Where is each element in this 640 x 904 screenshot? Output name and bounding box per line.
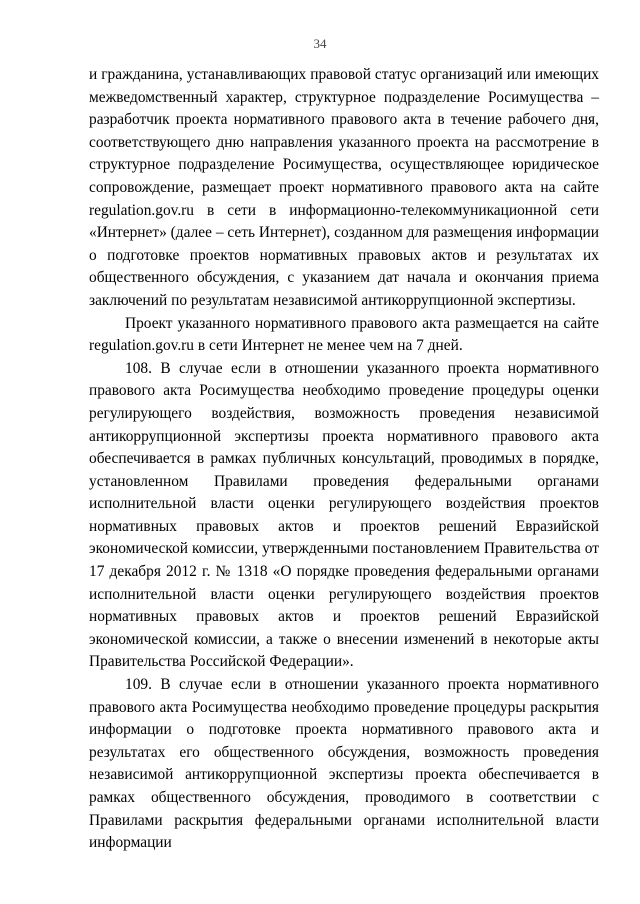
document-body	[89, 64, 599, 855]
paragraph-109: 109. В случае если в отношении указанного проекта нормативного правового акта Росимущества необходимо проведение процедуры раскрытия информации о подготовке проекта нормативного правового акта и результатах его общественного обсуждения, возможность проведения независимой антикоррупционной экспертизы проекта обеспечивается в рамках общественного обсуждения, проводимого в соответствии с Правилами раскрытия федеральными органами исполнительной власти информации	[89, 676, 599, 852]
page-number: 34	[313, 36, 327, 51]
paragraph-108: 108. В случае если в отношении указанного проекта нормативного правового акта Росимущества необходимо проведение процедуры оценки регулирующего воздействия, возможность проведения независимой антикоррупционной экспертизы проекта нормативного правового акта обеспечивается в рамках публичных консультаций, проводимых в порядке, установленном Правилами проведения федеральными органами исполнительной власти оценки регулирующего воздействия проектов нормативных правовых актов и проектов решений Евразийской экономической комиссии, утвержденными постановлением Правительства от 17 декабря 2012 г. № 1318 «О порядке проведения федеральными органами исполнительной власти оценки регулирующего воздействия проектов нормативных правовых актов и проектов решений Евразийской экономической комиссии, а также о внесении изменений в некоторые акты Правительства Российской Федерации».	[89, 359, 599, 671]
paragraph-placement-term: Проект указанного нормативного правового акта размещается на сайте regulation.gov.ru в сети Интернет не менее чем на 7 дней.	[89, 314, 599, 355]
paragraph-continuation: и гражданина, устанавливающих правовой статус организаций или имеющих межведомственный характер, структурное подразделение Росимущества – разработчик проекта нормативного правового акта в течение рабочего дня, соответствующего дню направления указанного проекта на рассмотрение в структурное подразделение Росимущества, осуществляющее юридическое сопровождение, размещает проект нормативного правового акта на сайте regulation.gov.ru в сети в информационно-телекоммуникационной сети «Интернет» (далее – сеть Интернет), созданном для размещения информации о подготовке проектов нормативных правовых актов и результатах их общественного обсуждения, с указанием дат начала и окончания приема заключений по результатам независимой антикоррупционной экспертизы.	[89, 66, 599, 309]
